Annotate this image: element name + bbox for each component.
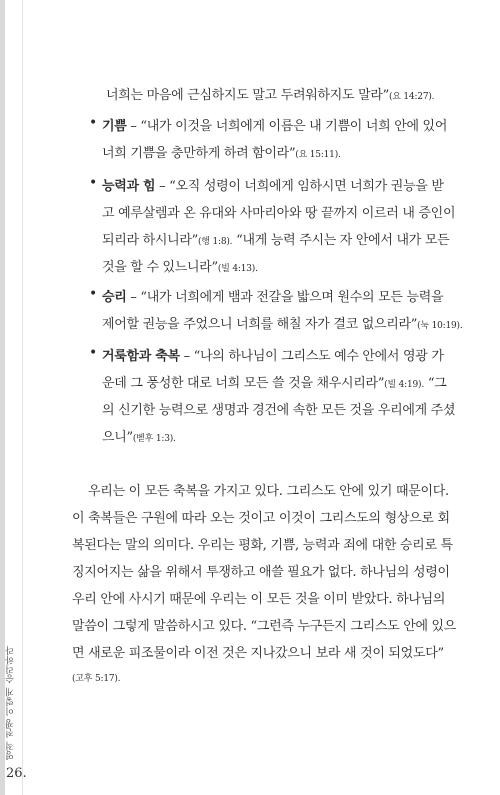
scripture-reference: (고후 5:17). (72, 674, 121, 684)
bullet-term: 거룩함과 축복 (102, 349, 180, 364)
bullet-item-holiness (102, 345, 444, 364)
quote-text: 것을 할 수 있느니라” (102, 260, 218, 275)
bullet-text: – “나의 하나님이 그리스도 예수 안에서 영광 가 (179, 349, 444, 364)
quote-text: 으니” (102, 430, 133, 445)
text-line (102, 372, 446, 391)
scripture-reference: (벧후 1:3). (132, 434, 176, 444)
page-gutter-line (22, 0, 23, 795)
text-line (102, 426, 176, 445)
scripture-reference: (빌 4:19). (384, 380, 425, 390)
quote-text: 너희 기쁨을 충만하게 하려 함이라” (102, 146, 296, 161)
bullet-item-victory (102, 286, 443, 305)
bullet-item-joy (102, 115, 447, 134)
quote-text: 되리라 하시니라” (102, 233, 198, 248)
scripture-reference: (빌 4:13). (217, 264, 258, 274)
quote-text: “내게 능력 주시는 자 안에서 내가 모든 (232, 233, 450, 248)
text-line (102, 229, 449, 248)
text-line (102, 256, 258, 275)
bullet-text: – “내가 이것을 너희에게 이름은 내 기쁨이 너희 안에 있어 (126, 119, 448, 134)
bullet-text: – “오직 성령이 너희에게 임하시면 너희가 권능을 받 (155, 179, 444, 194)
quote-text: 운데 그 풍성한 대로 너희 모든 쓸 것을 채우시리라” (102, 376, 385, 391)
quote-text: 의 신기한 능력으로 생명과 경건에 속한 모든 것을 우리에게 주셨 (102, 403, 456, 418)
paragraph-line: 징지어지는 삶을 위해서 투쟁하고 애쓸 필요가 없다. 하나님의 성령이 (72, 565, 450, 580)
bullet-item-power (102, 175, 444, 194)
running-head: 영적 전쟁 이렇게 승리하라 (6, 645, 16, 760)
quote-text: “그 (424, 376, 447, 391)
bullet-term: 기쁨 (102, 119, 127, 134)
text-line (106, 84, 434, 103)
paragraph-line: 우리 안에 사시기 때문에 우리는 이 모든 것을 이미 받았다. 하나님의 (72, 592, 446, 607)
bullet-marker: • (89, 286, 98, 302)
bullet-term: 승리 (102, 290, 127, 305)
text-line (102, 313, 462, 332)
paragraph-line: 이 축복들은 구원에 따라 오는 것이고 이것이 그리스도의 형상으로 회 (72, 511, 450, 526)
text-line (102, 142, 341, 161)
bullet-text: – “내가 너희에게 뱀과 전갈을 밟으며 원수의 모든 능력을 (126, 290, 444, 305)
bullet-term: 능력과 힘 (102, 179, 156, 194)
quote-text: 제어할 권능을 주었으니 너희를 해칠 자가 결코 없으리라” (102, 317, 418, 332)
paragraph-line: 면 새로운 피조물이라 이전 것은 지나갔으니 보라 새 것이 되었도다” (72, 646, 444, 661)
paragraph-line: 복된다는 말의 의미다. 우리는 평화, 기쁨, 능력과 죄에 대한 승리로 특 (72, 538, 453, 553)
scripture-reference: (요 15:11). (295, 150, 341, 160)
paragraph-line: 우리는 이 모든 축복을 가지고 있다. 그리스도 안에 있기 때문이다. (88, 484, 449, 499)
quote-text: 고 예루살렘과 온 유대와 사마리아와 땅 끝까지 이르러 내 증인이 (102, 206, 456, 221)
bullet-marker: • (89, 115, 98, 131)
bullet-marker: • (89, 175, 98, 191)
text-line (102, 399, 455, 418)
paragraph-line (72, 670, 120, 685)
page-number: 26. (6, 766, 27, 781)
quote-text: 너희는 마음에 근심하지도 말고 두려워하지도 말라” (106, 88, 389, 103)
scripture-reference: (요 14:27). (388, 92, 435, 102)
bullet-marker: • (89, 345, 98, 361)
paragraph-line: 말씀이 그렇게 말씀하시고 있다. “그런즉 누구든지 그리스도 안에 있으 (72, 619, 457, 634)
text-line (102, 202, 455, 221)
scripture-reference: (눅 10:19). (417, 321, 463, 331)
scripture-reference: (행 1:8). (198, 237, 233, 247)
